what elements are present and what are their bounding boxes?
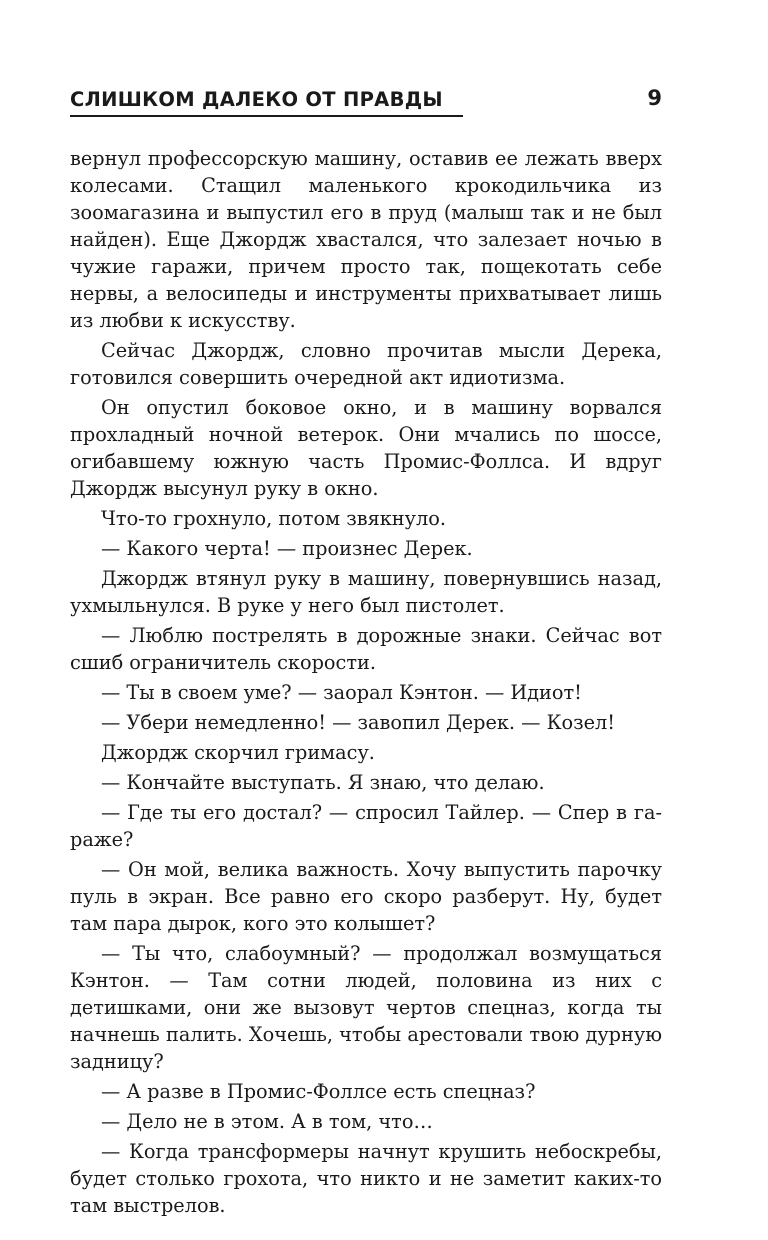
paragraph: Джордж скорчил гримасу. [101,741,375,764]
paragraph: — Где ты его достал? — спросил Тайлер. — Спер в гараже? [70,801,662,851]
book-page [70,84,662,1217]
paragraph: Он опустил боковое окно, и в машину ворвался прохладный ночной ветерок. Они мчались по шоссе, огибавшему южную часть Промис-Фоллса. И вдруг Джордж высунул руку в окно. [70,396,662,500]
paragraph: — Ты в своем уме? — заорал Кэнтон. — Идиот! [101,681,582,704]
paragraph: — Когда трансформеры начнут крушить небоскребы, будет столько грохота, что никто и не заметит каких-то там выстрелов. [70,1140,662,1217]
paragraph: Сейчас Джордж, словно прочитав мысли Дерека, готовился совершить очередной акт идиотизма. [70,339,662,389]
paragraph: — Убери немедленно! — завопил Дерек. — Козел! [101,711,616,734]
paragraph: Что-то грохнуло, потом звякнуло. [101,507,446,530]
running-header [70,84,662,118]
paragraph: Джордж втянул руку в машину, повернувшись назад, ухмыльнулся. В руке у него был пистолет. [70,567,662,617]
paragraph: вернул профессорскую машину, оставив ее лежать вверх колесами. Стащил маленького крокодильчика из зоомагазина и выпустил его в пруд (малыш так и не был найден). Еще Джордж хвастался, что залезает ночью в чужие гаражи, причем просто так, пощекотать себе нервы, а велосипеды и инструменты прихватывает лишь из любви к искусству. [70,147,662,332]
text-body [70,145,662,1219]
paragraph: — Люблю пострелять в дорожные знаки. Сейчас вот сшиб ограничитель скорости. [70,624,662,674]
paragraph: — Он мой, велика важность. Хочу выпустить парочку пуль в экран. Все равно его скоро разберут. Ну, будет там пара дырок, кого это колышет? [70,858,662,935]
running-title: СЛИШКОМ ДАЛЕКО ОТ ПРАВДЫ [70,88,443,111]
paragraph: — А разве в Промис-Фоллсе есть спецназ? [101,1080,536,1103]
paragraph: — Дело не в этом. А в том, что… [101,1110,433,1133]
paragraph: — Кончайте выступать. Я знаю, что делаю. [101,771,545,794]
header-underline [70,115,463,117]
paragraph: — Ты что, слабоумный? — продолжал возмущаться Кэнтон. — Там сотни людей, половина из них с детишками, они же вызовут чертов спецназ, когда ты начнешь палить. Хочешь, чтобы арестовали твою дурную задницу? [70,942,662,1073]
page-number: 9 [647,86,662,110]
paragraph: — Какого черта! — произнес Дерек. [101,537,473,560]
